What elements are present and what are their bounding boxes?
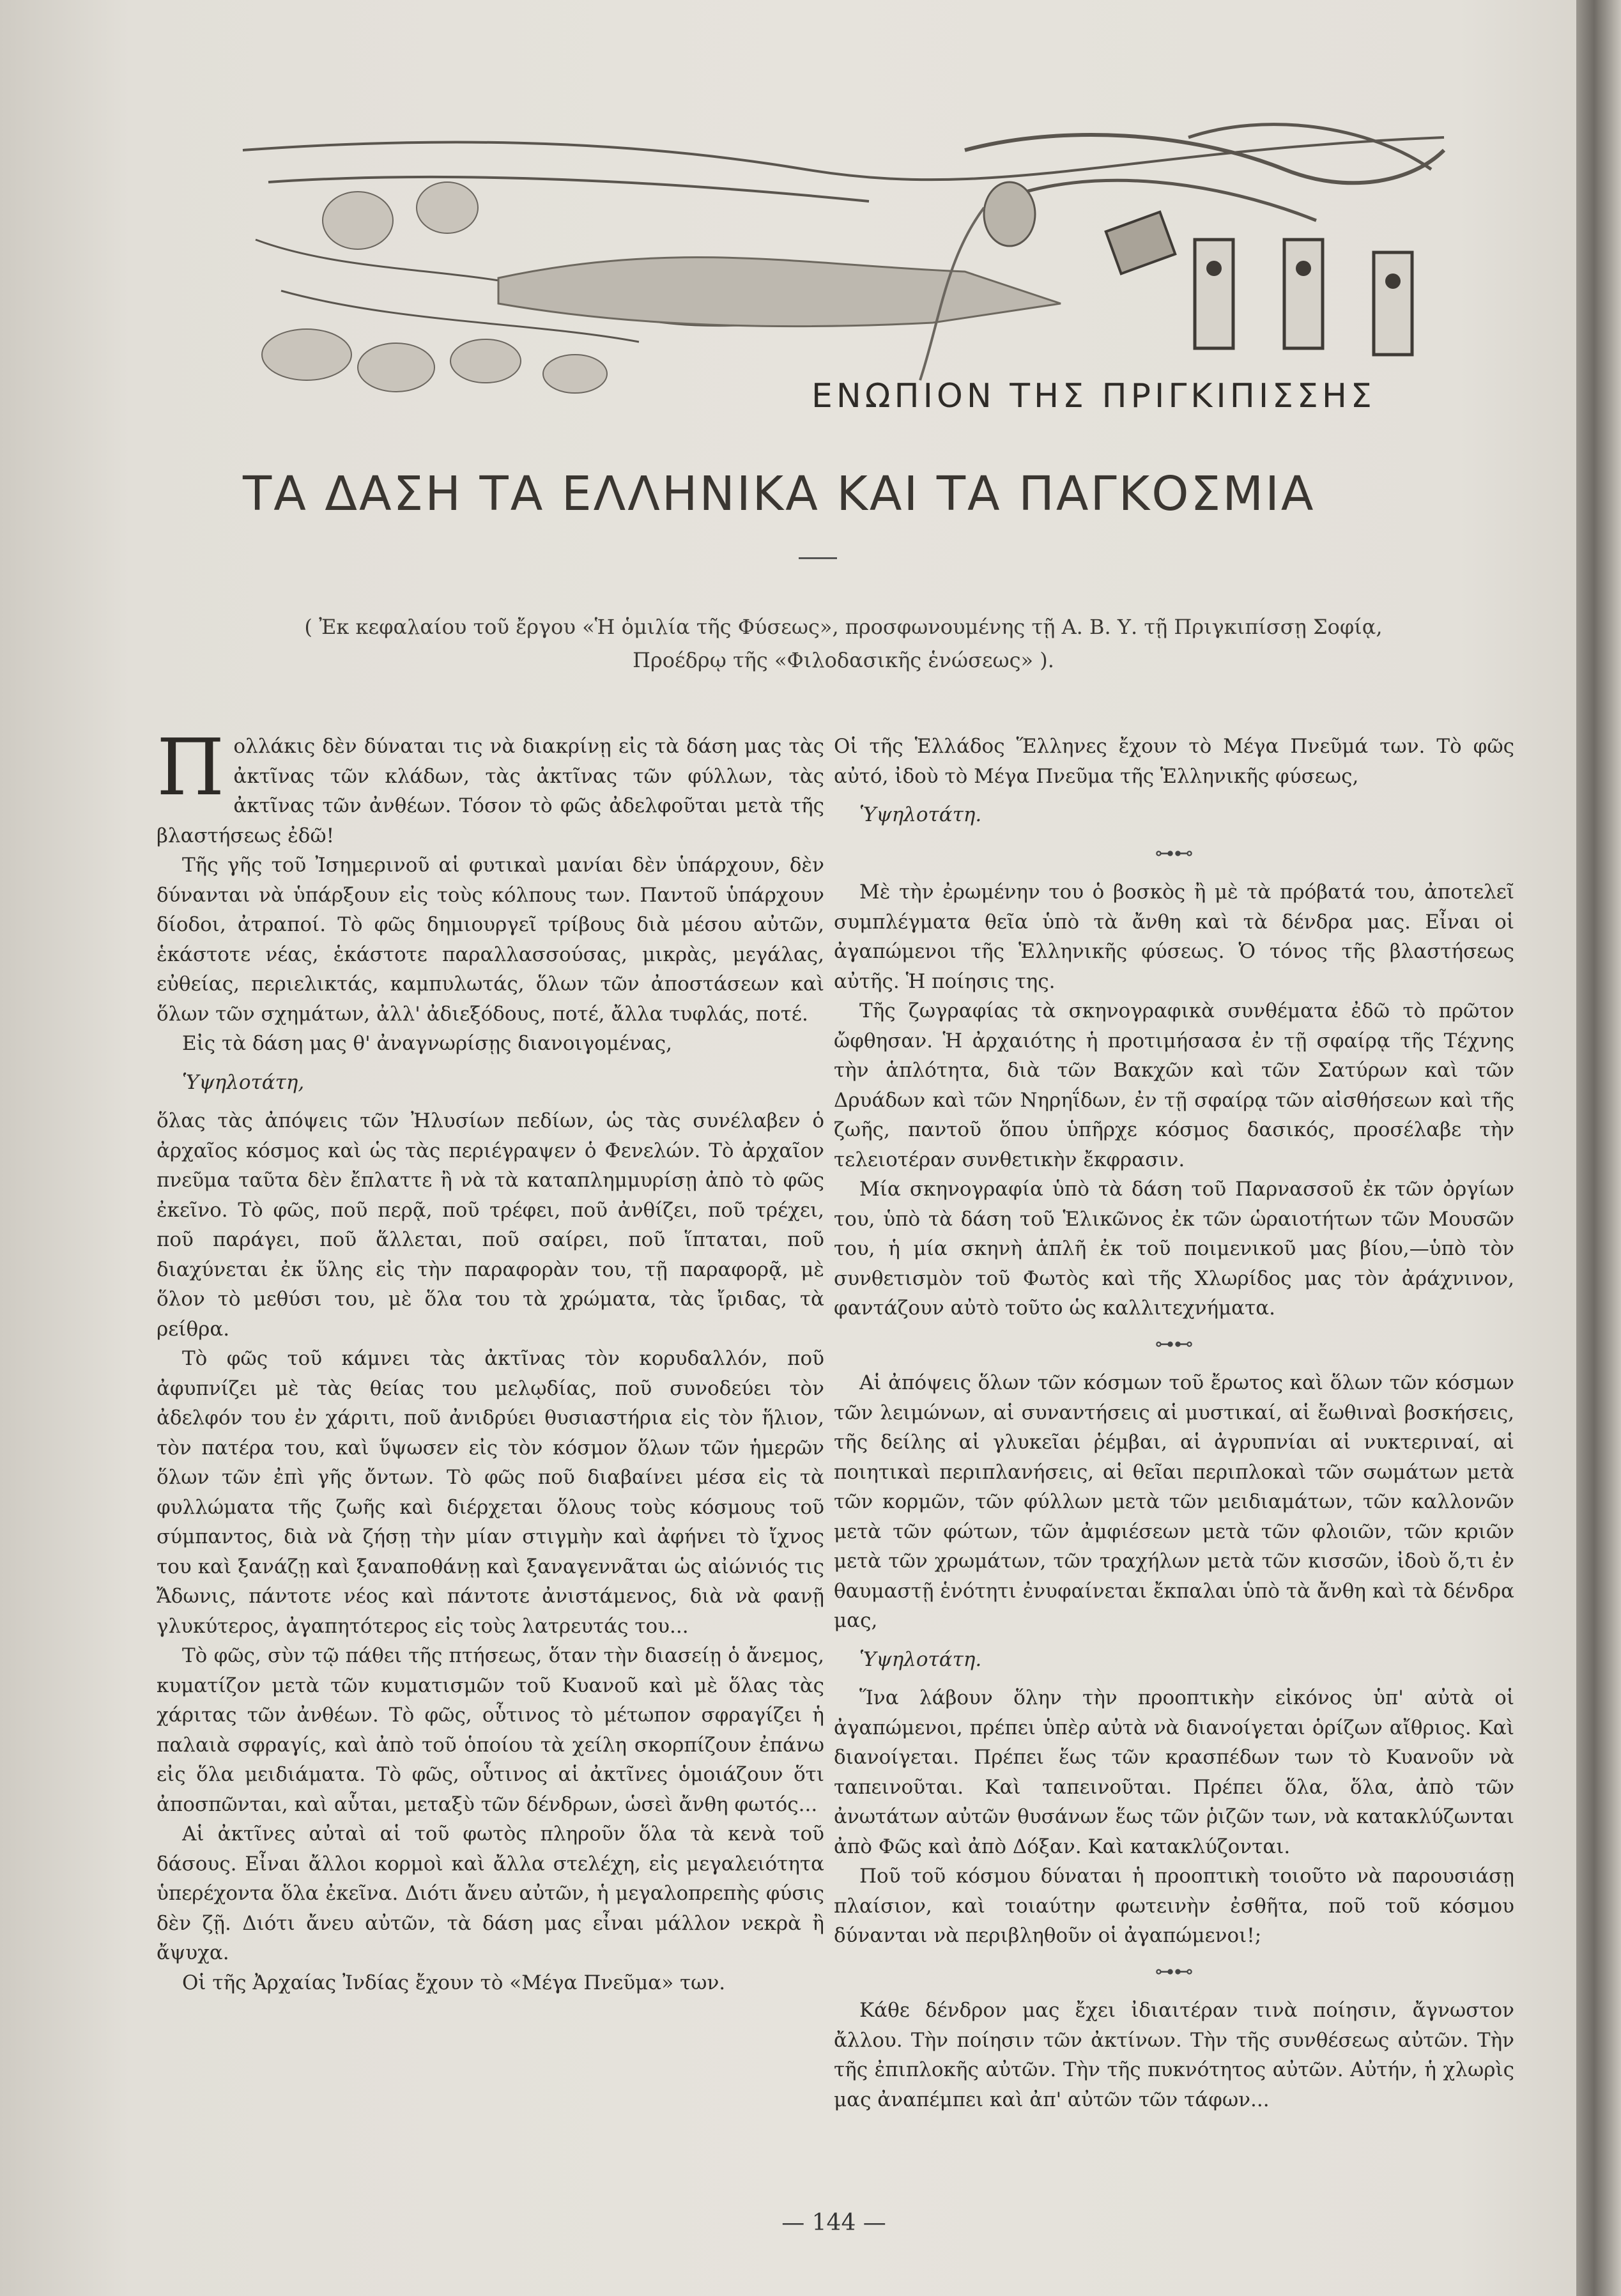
title-divider <box>799 557 837 559</box>
fleuron-ornament: ⊶⊷ <box>1155 1332 1194 1355</box>
address-highness: Ὑψηλοτάτη, <box>182 1070 305 1094</box>
opening-text: ολλάκις δὲν δύναται τις νὰ διακρίνῃ εἰς τὰ δάση μας τὰς ἀκτῖνας τῶν κλάδων, τὰς ἀκτῖνας τῶν φύλλων, τὰς ἀκτῖνας τῶν ἀνθέων. Τόσον τὸ φῶς ἀδελφοῦται μετὰ τῆς βλαστήσεως ἐδῶ! <box>157 735 824 847</box>
paragraph: Αἱ ἀπόψεις ὅλων τῶν κόσμων τοῦ ἔρωτος καὶ ὅλων τῶν κόσμων τῶν λειμώνων, αἱ συναντήσεις αἱ μυστικαί, αἱ ἔωθιναὶ βοσκήσεις, τῆς δείλης αἱ γλυκεῖαι ῥέμβαι, αἱ ἀγρυπνίαι αἱ νυκτεριναί, αἱ ποιητικαὶ περιπλανήσεις, αἱ θεῖαι περιπλοκαὶ τῶν σωμάτων μετὰ τῶν κορμῶν, τῶν φύλλων μετὰ τῶν μειδιαμάτων, τῶν καλλονῶν μετὰ τῶν φώτων, τῶν ἀμφιέσεων μετὰ τῶν φλοιῶν, τῶν κριῶν μετὰ τῶν χρωμάτων, τῶν τραχήλων μετὰ τῶν κισσῶν, ἰδοὺ ὅ,τι ἐν θαυμαστῇ ἑνότητι ἐνυφαίνεται ἔκπαλαι ὑπὸ τὰ ἄνθη καὶ τὰ δένδρα μας, <box>834 1371 1514 1632</box>
paragraph: Τὸ φῶς τοῦ κάμνει τὰς ἀκτῖνας τὸν κορυδαλλόν, ποῦ ἀφυπνίζει μὲ τὰς θείας του μελῳδίας, ποῦ συνοδεύει τὸν ἀδελφόν του ἐν χάριτι, ποῦ ἀνιδρύει θυσιαστήρια εἰς τὸν ἥλιον, τὸν πατέρα του, καὶ ὕψωσεν εἰς τὸν κόσμον ὅλων τῶν ἡμερῶν ὅλων τῶν ἐπὶ γῆς ὄντων. Τὸ φῶς ποῦ διαβαίνει μέσα εἰς τὰ φυλλώματα τῆς ζωῆς καὶ διέρχεται ὅλους τοὺς κόσμους τοῦ σύμπαντος, διὰ νὰ ζήσῃ τὴν μίαν στιγμὴν καὶ ἀφήνει τὸ ἴχνος του καὶ ξανάζῃ καὶ ξαναποθάνῃ καὶ ξαναγεννᾶται ὡς αἰώνιός τις Ἄδωνις, πάντοτε νέος καὶ πάντοτε ἀνιστάμενος, διὰ νὰ φανῇ γλυκύτερος, ἀγαπητότερος εἰς τοὺς λατρευτάς του... <box>157 1347 824 1638</box>
paragraph: Αἱ ἀκτῖνες αὐταὶ αἱ τοῦ φωτὸς πληροῦν ὅλα τὰ κενὰ τοῦ δάσους. Εἶναι ἄλλοι κορμοὶ καὶ ἄλλα στελέχη, εἰς μεγαλειότητα ὑπερέχοντα ὅλα ἐκεῖνα. Διότι ἄνευ αὐτῶν, ἡ μεγαλοπρεπὴς φύσις δὲν ζῇ. Διότι ἄνευ αὐτῶν, τὰ δάση μας εἶναι μάλλον νεκρὰ ἢ ἄψυχα. <box>157 1822 824 1964</box>
fleuron-ornament: ⊶⊷ <box>1155 1960 1194 1983</box>
address-highness: Ὑψηλοτάτη. <box>859 803 982 826</box>
paragraph: Τῆς γῆς τοῦ Ἰσημερινοῦ αἱ φυτικαὶ μανίαι δὲν ὑπάρχουν, δὲν δύνανται νὰ ὑπάρξουν εἰς τοὺς κόλπους των. Παντοῦ ὑπάρχουν δίοδοι, ἀτραποί. Τὸ φῶς δημιουργεῖ τρίβους διὰ μέσου αὐτῶν, ἑκάστοτε νέας, ἑκάστοτε παραλλασσούσας, μικρὰς, μεγάλας, εὐθείας, περιελικτάς, καμπυλωτάς, ὅλων τῶν ἀποστάσεων καὶ ὅλων τῶν σχημάτων, ἀλλ' ἀδιεξόδους, ποτέ, ἄλλα τυφλάς, ποτέ. <box>157 854 824 1026</box>
left-text-column <box>157 722 824 1998</box>
paragraph: Ποῦ τοῦ κόσμου δύναται ἡ προοπτικὴ τοιοῦτο νὰ παρουσιάσῃ πλαίσιον, καὶ τοιαύτην φωτεινὴν ἐσθῆτα, ποῦ τοῦ κόσμου δύνανται νὰ περιβληθοῦν οἱ ἀγαπώμενοι!; <box>834 1865 1514 1947</box>
dedication-line: ( Ἐκ κεφαλαίου τοῦ ἔργου «Ἡ ὁμιλία τῆς Φύσεως», προσφωνουμένης τῇ Α. Β. Υ. τῇ Πριγκιπίσσῃ Σοφίᾳ, <box>304 615 1383 639</box>
right-text-column <box>834 732 1514 2115</box>
drop-cap: Π <box>157 722 225 813</box>
paragraph: Οἱ τῆς Ἑλλάδος Ἕλληνες ἔχουν τὸ Μέγα Πνεῦμά των. Τὸ φῶς αὐτό, ἰδοὺ τὸ Μέγα Πνεῦμα τῆς Ἑλληνικῆς φύσεως, <box>834 735 1514 788</box>
paragraph: Οἱ τῆς Ἀρχαίας Ἰνδίας ἔχουν τὸ «Μέγα Πνεῦμα» των. <box>182 1971 726 1994</box>
paragraph: Κάθε δένδρον μας ἔχει ἰδιαιτέραν τινὰ ποίησιν, ἄγνωστον ἄλλου. Τὴν ποίησιν τῶν ἀκτίνων. Τὴν τῆς συνθέσεως αὐτῶν. Τὴν τῆς ἐπιπλοκῆς αὐτῶν. Τὴν τῆς πυκνότητος αὐτῶν. Αὐτήν, ἡ χλωρὶς μας ἀναπέμπει καὶ ἀπ' αὐτῶν τῶν τάφων... <box>834 1999 1514 2111</box>
paragraph: Μία σκηνογραφία ὑπὸ τὰ δάση τοῦ Παρνασσοῦ ἐκ τῶν ὀργίων του, ὑπὸ τὰ δάση τοῦ Ἑλικῶνος ἐκ τῶν ὡραιοτήτων τῶν Μουσῶν του, ἡ μία σκηνὴ ἁπλῆ ἐκ τοῦ ποιμενικοῦ μας βίου,—ὑπὸ τὸν συνθετισμὸν τοῦ Φωτὸς καὶ τῆς Χλωρίδος μας τὸν ἀράχνινον, φαντάζουν αὐτὸ τοῦτο ὡς καλλιτεχνήματα. <box>834 1178 1514 1320</box>
paragraph: Ἵνα λάβουν ὅλην τὴν προοπτικὴν εἰκόνος ὑπ' αὐτὰ οἱ ἀγαπώμενοι, πρέπει ὑπὲρ αὐτὰ νὰ διανοίγεται ὁρίζων αἴθριος. Καὶ διανοίγεται. Πρέπει ἕως τῶν κρασπέδων των τὸ Κυανοῦν νὰ ταπεινοῦται. Καὶ ταπεινοῦται. Πρέπει ὅλα, ὅλα, ἀπὸ τῶν ἀνωτάτων αὐτῶν θυσάνων ἕως τῶν ῥιζῶν των, νὰ κατακλύζωνται ἀπὸ Φῶς καὶ ἀπὸ Δόξαν. Καὶ κατακλύζονται. <box>834 1686 1514 1858</box>
fleuron-ornament: ⊶⊷ <box>1155 842 1194 865</box>
paragraph: Τῆς ζωγραφίας τὰ σκηνογραφικὰ συνθέματα ἐδῶ τὸ πρῶτον ὤφθησαν. Ἡ ἀρχαιότης ἡ προτιμήσασα ἐν τῇ σφαίρᾳ τῆς Τέχνης τὴν ἁπλότητα, διὰ τῶν Βακχῶν καὶ τῶν Σατύρων καὶ τῶν Δρυάδων καὶ τῶν Νηρηΐδων, ἐν τῇ σφαίρᾳ τῶν αἰσθήσεων καὶ τῆς ζωῆς, παντοῦ ὅπου ὑπῆρχε κόσμος δασικός, προσέλαβε τὴν τελειοτέραν συνθετικὴν ἔκφρασιν. <box>834 999 1514 1171</box>
page-gutter-edge <box>1576 0 1621 2296</box>
section-heading: ΕΝΩΠΙΟΝ ΤΗΣ ΠΡΙΓΚΙΠΙΣΣΗΣ <box>811 377 1376 415</box>
decorative-headpiece-illustration <box>230 112 1463 419</box>
dedication-note <box>281 610 1406 677</box>
dedication-line: Προέδρῳ τῆς «Φιλοδασικῆς ἑνώσεως» ). <box>633 648 1054 672</box>
article-title: ΤΑ ΔΑΣΗ ΤΑ ΕΛΛΗΝΙΚΑ ΚΑΙ ΤΑ ΠΑΓΚΟΣΜΙΑ <box>243 466 1316 521</box>
paragraph: Τὸ φῶς, σὺν τῷ πάθει τῆς πτήσεως, ὅταν τὴν διασείῃ ὁ ἄνεμος, κυματίζον μετὰ τῶν κυματισμῶν τοῦ Κυανοῦ καὶ μὲ ὅλας τὰς χάριτας τῶν ἀνθέων. Τὸ φῶς, οὗτινος τὸ μέτωπον σφραγίζει ἡ παλαιὰ σφραγίς, καὶ ἀπὸ τοῦ ὁποίου τὰ χείλη σκορπίζουν ἐπάνω εἰς ὅλα μειδιάματα. Τὸ φῶς, οὗτινος αἱ ἀκτῖνες ὁμοιάζουν ὅτι ἀποσπῶνται, καὶ αὗται, μεταξὺ τῶν δένδρων, ὡσεὶ ἄνθη φωτός... <box>157 1644 824 1816</box>
paragraph: Μὲ τὴν ἐρωμένην του ὁ βοσκὸς ἢ μὲ τὰ πρόβατά του, ἀποτελεῖ συμπλέγματα θεῖα ὑπὸ τὰ ἄνθη καὶ τὰ δένδρα μας. Εἶναι οἱ ἀγαπώμενοι τῆς Ἑλληνικῆς φύσεως. Ὁ τόνος τῆς βλαστήσεως αὐτῆς. Ἡ ποίησις της. <box>834 881 1514 993</box>
opening-paragraph <box>157 722 824 851</box>
paragraph: ὅλας τὰς ἀπόψεις τῶν Ἠλυσίων πεδίων, ὡς τὰς συνέλαβεν ὁ ἀρχαῖος κόσμος καὶ ὡς τὰς περιέγραψεν ὁ Φενελών. Τὸ ἀρχαῖον πνεῦμα ταῦτα δὲν ἔπλαττε ἢ νὰ τὰ καταπλημμυρίσῃ ἀπὸ τὸ φῶς ἐκεῖνο. Τὸ φῶς, ποῦ περᾷ, ποῦ τρέφει, ποῦ ἀνθίζει, ποῦ τρέχει, ποῦ παράγει, ποῦ ἅλλεται, ποῦ σαίρει, ποῦ ἵπταται, ποῦ διαχύνεται ἐκ ὕλης εἰς τὴν παραφορὰν του, τῇ παραφορᾷ, μὲ ὅλον τὸ μεθύσι του, μὲ ὅλα του τὰ χρώματα, τὰς ἴριδας, τὰ ρείθρα. <box>157 1109 824 1341</box>
address-highness: Ὑψηλοτάτη. <box>859 1647 982 1671</box>
paragraph: Εἰς τὰ δάση μας θ' ἀναγνωρίσῃς διανοιγομένας, <box>182 1032 672 1055</box>
page-number: — 144 — <box>781 2210 886 2236</box>
